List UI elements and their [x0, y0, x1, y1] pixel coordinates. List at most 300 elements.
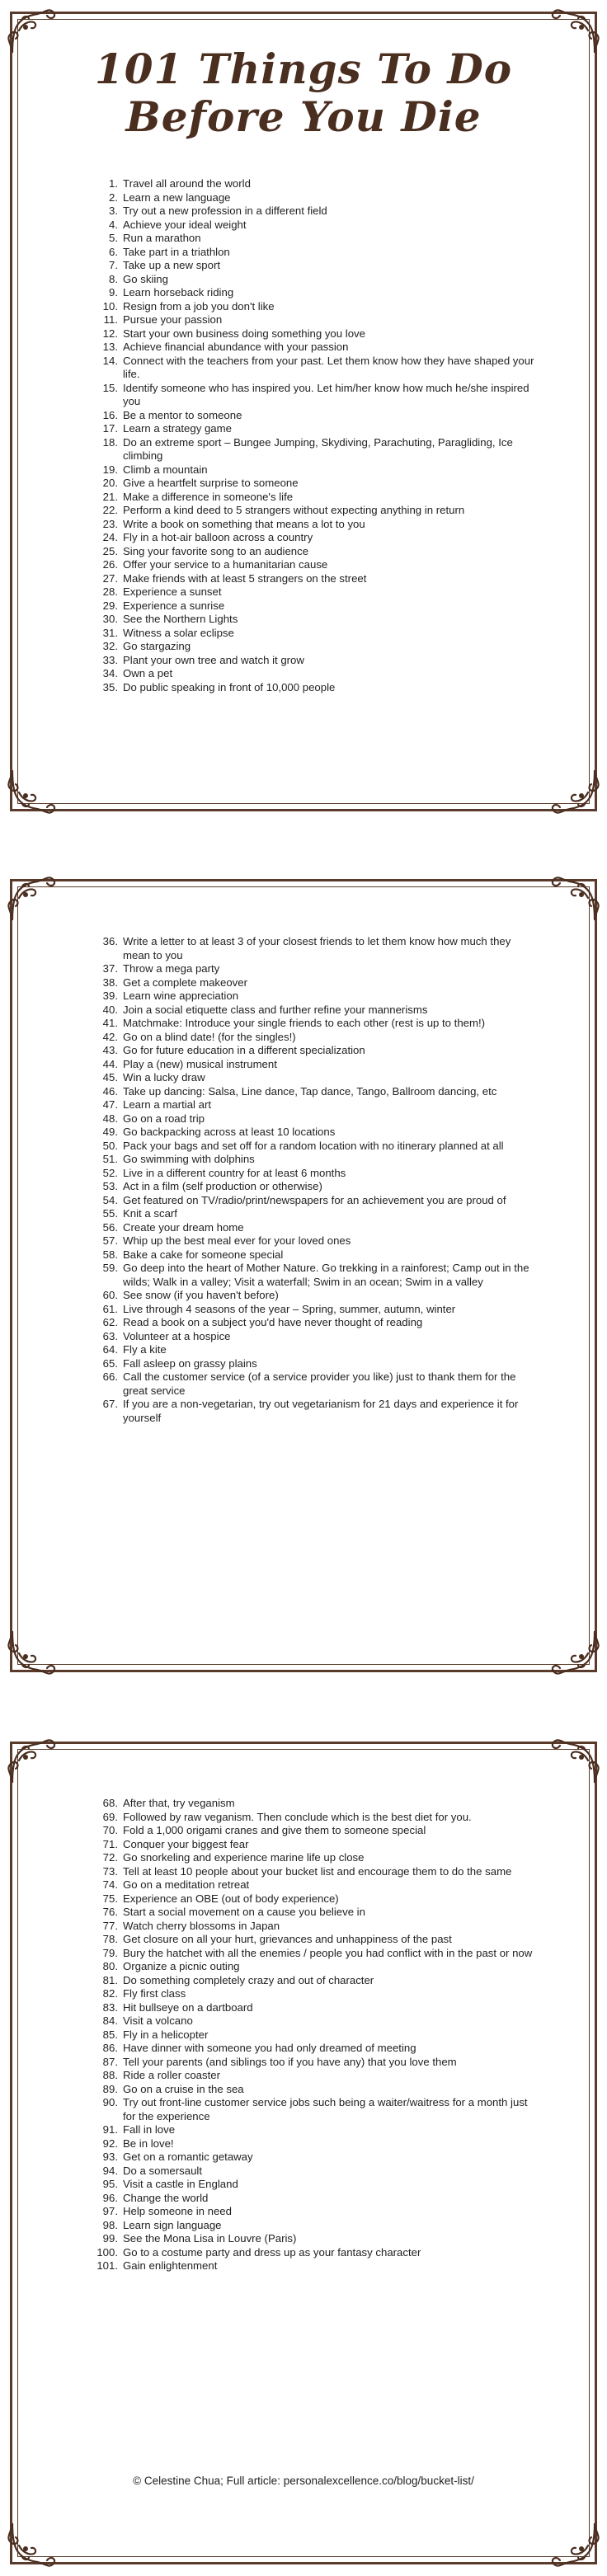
list-item	[102, 653, 539, 668]
list-item-number: 18.	[102, 435, 118, 449]
list-item-number: 29.	[102, 599, 118, 612]
list-item-number: 12.	[102, 327, 118, 340]
list-item-text: Experience a sunrise	[123, 599, 225, 612]
list-item-number: 100.	[96, 2245, 118, 2259]
list-item	[102, 2205, 539, 2219]
list-item	[102, 327, 539, 341]
list-item	[109, 190, 539, 205]
list-item-number: 43.	[102, 1044, 118, 1056]
list-item-text: Knit a scarf	[123, 1207, 177, 1220]
list-item-text: Go on a cruise in the sea	[123, 2082, 244, 2095]
list-item-number: 61.	[102, 1302, 118, 1315]
list-item	[102, 1398, 539, 1425]
list-item-text: Give a heartfelt surprise to someone	[123, 477, 299, 489]
list-item-number: 11.	[103, 313, 118, 326]
list-item	[102, 1906, 539, 1920]
bucket-list-3	[96, 1797, 539, 2273]
list-item-number: 86.	[102, 2042, 118, 2054]
list-item-text: Be in love!	[123, 2136, 174, 2150]
list-item-text: Go on a road trip	[123, 1112, 205, 1125]
list-item-number: 56.	[102, 1220, 118, 1234]
list-item	[102, 1356, 539, 1371]
list-item-number: 6.	[109, 245, 118, 258]
list-item-number: 17.	[102, 422, 118, 435]
list-item-number: 53.	[102, 1180, 118, 1192]
list-item	[102, 571, 539, 586]
list-item-text: Take up a new sport	[123, 259, 221, 271]
list-item	[102, 1126, 539, 1140]
list-item-number: 42.	[102, 1030, 118, 1043]
list-item-number: 19.	[102, 463, 118, 476]
list-item-number: 4.	[109, 218, 118, 231]
list-item-text: Go to a costume party and dress up as your fantasy character	[123, 2245, 421, 2259]
list-item-number: 70.	[102, 1824, 118, 1836]
list-item-text: Go on a meditation retreat	[123, 1878, 250, 1891]
list-item-text: Learn sign language	[123, 2218, 222, 2231]
list-item-text: Learn horseback riding	[123, 286, 234, 298]
list-item	[102, 1316, 539, 1330]
list-item-number: 88.	[102, 2069, 118, 2081]
list-item	[102, 613, 539, 627]
list-item-text: Live through 4 seasons of the year – Spring, summer, autumn, winter	[123, 1302, 456, 1315]
list-item	[102, 2136, 539, 2151]
list-item-number: 59.	[102, 1262, 118, 1274]
list-item-text: If you are a non-vegetarian, try out vegetarianism for 21 days and experience it for yourself	[123, 1398, 519, 1424]
list-item-number: 78.	[102, 1933, 118, 1945]
list-item	[102, 990, 539, 1004]
list-item-text: Go deep into the heart of Mother Nature. Go trekking in a rainforest; Camp out in the wilds; Walk in a valley; Visit a waterfall; Swim in an ocean; Swim in a valley	[123, 1262, 529, 1288]
list-item	[102, 2000, 539, 2015]
list-item-text: Matchmake: Introduce your single friends to each other (rest is up to them!)	[123, 1017, 486, 1029]
list-item-text: Go backpacking across at least 10 locations	[123, 1126, 336, 1138]
list-item-number: 25.	[102, 544, 118, 557]
list-item-text: Learn wine appreciation	[123, 990, 239, 1002]
list-item	[102, 1892, 539, 1906]
list-item	[102, 531, 539, 545]
list-item-number: 83.	[102, 2000, 118, 2014]
ornament-corner-icon	[4, 764, 57, 817]
list-item	[102, 1166, 539, 1181]
list-item-text: Tell at least 10 people about your bucket list and encourage them to do the same	[123, 1864, 512, 1878]
list-item-number: 40.	[102, 1003, 118, 1016]
list-item-number: 7.	[109, 259, 118, 271]
list-item	[102, 1824, 539, 1838]
list-item-number: 96.	[102, 2191, 118, 2204]
title-line-2: Before You Die	[125, 92, 482, 141]
list-item-text: Own a pet	[123, 667, 173, 679]
list-item-text: Do a somersault	[123, 2164, 203, 2177]
bucket-list-1	[102, 177, 539, 694]
list-item-text: Achieve your ideal weight	[123, 218, 247, 231]
list-item-number: 38.	[102, 975, 118, 989]
list-item	[102, 1329, 539, 1344]
list-item-number: 67.	[102, 1398, 118, 1410]
list-item-number: 89.	[102, 2082, 118, 2095]
list-item	[109, 177, 539, 191]
list-item-number: 82.	[102, 1987, 118, 2000]
list-item-text: Do something completely crazy and out of character	[123, 1973, 374, 1986]
list-item-text: Fall asleep on grassy plains	[123, 1356, 257, 1370]
list-item-text: Learn a new language	[123, 190, 231, 204]
list-item-text: Learn a strategy game	[123, 422, 232, 435]
list-item-text: Take up dancing: Salsa, Line dance, Tap dance, Tango, Ballroom dancing, etc	[123, 1084, 497, 1098]
list-item-number: 13.	[102, 341, 118, 353]
ornament-corner-icon	[4, 2517, 57, 2570]
list-item-number: 101.	[96, 2259, 118, 2272]
list-item	[102, 680, 539, 695]
list-item-number: 8.	[109, 272, 118, 285]
list-item	[102, 1370, 539, 1398]
list-item-text: Call the customer service (of a service provider you like) just to thank them for the great service	[123, 1370, 516, 1397]
list-item	[102, 341, 539, 355]
list-item	[102, 1057, 539, 1072]
list-item-text: Bury the hatchet with all the enemies / people you had conflict with in the past or now	[123, 1946, 533, 1959]
list-item-text: Try out front-line customer service jobs such being a waiter/waitress for a month just for the experience	[123, 2096, 528, 2122]
list-item-number: 23.	[102, 517, 118, 530]
list-item-text: Start your own business doing something you love	[123, 327, 365, 340]
list-item-number: 27.	[102, 571, 118, 585]
list-item-text: Live in a different country for at least 6 months	[123, 1166, 346, 1179]
list-item-text: Ride a roller coaster	[123, 2069, 221, 2081]
list-item-number: 35.	[102, 680, 118, 693]
list-item	[102, 2042, 539, 2056]
bucket-list-2	[102, 935, 539, 1425]
list-item-number: 71.	[102, 1837, 118, 1850]
list-item-text: Climb a mountain	[123, 463, 208, 476]
list-item-text: Make friends with at least 5 strangers on the street	[123, 571, 367, 585]
list-item-text: Visit a castle in England	[123, 2178, 238, 2190]
list-item-text: Fly in a hot-air balloon across a country	[123, 531, 313, 543]
list-item-number: 64.	[102, 1343, 118, 1356]
list-item	[102, 1933, 539, 1947]
list-item-text: Offer your service to a humanitarian cause	[123, 558, 328, 571]
list-item-text: Write a letter to at least 3 of your closest friends to let them know how much they mean to you	[123, 935, 511, 961]
list-item-number: 2.	[109, 190, 118, 204]
list-item	[102, 354, 539, 382]
list-item-text: Act in a film (self production or otherwise)	[123, 1180, 322, 1192]
list-item-number: 30.	[102, 613, 118, 625]
list-item-number: 55.	[102, 1207, 118, 1220]
list-item-number: 72.	[102, 1851, 118, 1864]
list-item-number: 5.	[109, 232, 118, 244]
list-item-text: See snow (if you haven't before)	[123, 1289, 279, 1301]
list-item	[102, 1098, 539, 1112]
list-item-number: 50.	[102, 1139, 118, 1152]
list-item-text: Go skiing	[123, 272, 168, 285]
list-item	[102, 1810, 539, 1825]
list-item-text: Play a (new) musical instrument	[123, 1057, 277, 1070]
list-item-text: Bake a cake for someone special	[123, 1248, 284, 1261]
list-item-number: 10.	[102, 299, 118, 313]
list-item-text: Win a lucky draw	[123, 1071, 205, 1084]
list-item	[102, 626, 539, 641]
list-item-number: 28.	[102, 585, 118, 598]
list-item-number: 20.	[102, 477, 118, 489]
list-item-number: 14.	[102, 354, 118, 367]
list-item	[102, 1017, 539, 1031]
list-item-text: Volunteer at a hospice	[123, 1329, 231, 1342]
list-item-number: 47.	[102, 1098, 118, 1111]
list-item	[102, 2164, 539, 2179]
list-item	[109, 245, 539, 260]
list-item-text: Fly a kite	[123, 1343, 167, 1356]
list-item-number: 74.	[102, 1878, 118, 1891]
list-item-text: Organize a picnic outing	[123, 1960, 240, 1972]
list-item-number: 58.	[102, 1248, 118, 1261]
ornament-corner-icon	[4, 873, 57, 926]
list-item-number: 94.	[102, 2164, 118, 2177]
list-item-text: Go stargazing	[123, 640, 191, 652]
list-item	[102, 1248, 539, 1262]
list-item	[102, 1153, 539, 1167]
list-item	[102, 517, 539, 532]
ornament-corner-icon	[550, 6, 603, 59]
list-item	[102, 1960, 539, 1974]
list-item	[102, 2028, 539, 2042]
list-item-number: 75.	[102, 1892, 118, 1905]
list-item-number: 46.	[102, 1084, 118, 1098]
list-item	[102, 544, 539, 559]
list-item-number: 52.	[102, 1166, 118, 1179]
list-item	[102, 1112, 539, 1126]
list-item-text: Witness a solar eclipse	[123, 626, 234, 639]
list-item	[102, 1044, 539, 1058]
list-item-text: Go swimming with dolphins	[123, 1153, 255, 1165]
footer-credit: © Celestine Chua; Full article: personalexcellence.co/blog/bucket-list/	[133, 2475, 474, 2487]
list-item-number: 60.	[102, 1289, 118, 1301]
list-item	[102, 1878, 539, 1892]
list-item	[102, 1071, 539, 1085]
list-item	[102, 2082, 539, 2097]
list-item-text: Have dinner with someone you had only dreamed of meeting	[123, 2042, 416, 2054]
list-item-text: Get on a romantic getaway	[123, 2151, 253, 2163]
list-item	[102, 1797, 539, 1811]
list-item	[102, 1919, 539, 1934]
list-item	[102, 1234, 539, 1248]
list-item	[102, 2151, 539, 2165]
list-item-text: See the Northern Lights	[123, 613, 238, 625]
list-item	[109, 259, 539, 273]
list-item-number: 65.	[102, 1356, 118, 1370]
list-item-number: 21.	[102, 490, 118, 503]
list-item-text: Throw a mega party	[123, 962, 220, 975]
list-item-text: Get featured on TV/radio/print/newspapers for an achievement you are proud of	[123, 1193, 506, 1206]
list-item-text: Start a social movement on a cause you believe in	[123, 1906, 365, 1918]
list-item-text: Experience an OBE (out of body experience)	[123, 1892, 339, 1905]
list-item	[102, 975, 539, 990]
list-item-number: 26.	[102, 558, 118, 571]
list-item-number: 37.	[102, 962, 118, 975]
list-item-number: 62.	[102, 1316, 118, 1328]
list-item-number: 63.	[102, 1329, 118, 1342]
list-item-number: 87.	[102, 2055, 118, 2068]
list-item-number: 45.	[102, 1071, 118, 1084]
list-item-number: 98.	[102, 2218, 118, 2231]
list-item-number: 84.	[102, 2014, 118, 2027]
list-item-number: 80.	[102, 1960, 118, 1972]
list-item-number: 79.	[102, 1946, 118, 1959]
ornament-corner-icon	[4, 1736, 57, 1789]
list-item-text: Learn a martial art	[123, 1098, 212, 1111]
list-item	[102, 599, 539, 613]
list-item-number: 41.	[102, 1017, 118, 1029]
list-item	[102, 422, 539, 436]
list-item-text: Fly in a helicopter	[123, 2028, 209, 2041]
list-item	[102, 962, 539, 976]
list-item-number: 51.	[102, 1153, 118, 1165]
list-item	[102, 935, 539, 962]
list-item	[109, 272, 539, 287]
list-item-number: 31.	[102, 626, 118, 639]
list-item-text: Run a marathon	[123, 232, 201, 244]
list-item	[102, 1302, 539, 1317]
list-item-text: Go snorkeling and experience marine life up close	[123, 1851, 365, 1864]
list-item-text: Gain enlightenment	[123, 2259, 218, 2272]
list-item	[102, 1207, 539, 1221]
list-item-text: Identify someone who has inspired you. Let him/her know how much he/she inspired you	[123, 381, 529, 407]
list-item	[102, 1864, 539, 1879]
list-item-text: Pack your bags and set off for a random location with no itinerary planned at all	[123, 1139, 504, 1152]
list-item	[102, 408, 539, 423]
list-item-number: 91.	[102, 2123, 118, 2136]
list-item-text: Fold a 1,000 origami cranes and give them to someone special	[123, 1824, 426, 1836]
list-item	[102, 1946, 539, 1961]
list-item	[102, 667, 539, 681]
list-item	[103, 313, 539, 327]
list-item-number: 44.	[102, 1057, 118, 1070]
list-item-number: 90.	[102, 2096, 118, 2108]
list-item-text: Plant your own tree and watch it grow	[123, 653, 304, 666]
list-item-number: 76.	[102, 1906, 118, 1918]
ornament-corner-icon	[550, 1625, 603, 1678]
list-item	[109, 218, 539, 233]
list-item	[102, 1262, 539, 1289]
list-item	[102, 2055, 539, 2070]
list-item-number: 9.	[109, 286, 118, 298]
list-item-text: Travel all around the world	[123, 177, 251, 190]
ornament-corner-icon	[4, 1625, 57, 1678]
list-item-number: 48.	[102, 1112, 118, 1125]
ornament-corner-icon	[550, 764, 603, 817]
list-item-number: 3.	[109, 204, 118, 217]
list-item	[102, 1973, 539, 1988]
list-item-text: Fall in love	[123, 2123, 176, 2136]
list-item-text: Pursue your passion	[123, 313, 223, 326]
list-item	[102, 2096, 539, 2123]
list-item	[102, 2123, 539, 2137]
list-item	[102, 2218, 539, 2233]
list-item	[109, 286, 539, 300]
list-item	[102, 2069, 539, 2083]
ornament-corner-icon	[550, 873, 603, 926]
list-item	[102, 1837, 539, 1852]
list-item	[102, 1180, 539, 1194]
list-item-text: Conquer your biggest fear	[123, 1837, 249, 1850]
title-block	[12, 45, 595, 141]
panel-2	[10, 879, 597, 1672]
list-item	[102, 2178, 539, 2192]
list-item-text: Read a book on a subject you'd have never thought of reading	[123, 1316, 423, 1328]
list-item-number: 81.	[102, 1973, 118, 1986]
ornament-corner-icon	[550, 1736, 603, 1789]
list-item-number: 34.	[102, 667, 118, 679]
list-item	[102, 1193, 539, 1208]
list-item-number: 24.	[102, 531, 118, 543]
list-item	[102, 640, 539, 654]
list-item-text: Perform a kind deed to 5 strangers without expecting anything in return	[123, 504, 465, 516]
list-item	[96, 2245, 539, 2260]
list-item-number: 85.	[102, 2028, 118, 2041]
list-item-number: 49.	[102, 1126, 118, 1138]
list-item-number: 97.	[102, 2205, 118, 2217]
list-item-text: Watch cherry blossoms in Japan	[123, 1919, 280, 1932]
list-item-text: Make a difference in someone's life	[123, 490, 294, 503]
list-item-text: Experience a sunset	[123, 585, 222, 598]
list-item-text: Write a book on something that means a lot to you	[123, 517, 365, 530]
list-item	[102, 1084, 539, 1099]
list-item-number: 66.	[102, 1370, 118, 1383]
list-item-number: 1.	[109, 177, 118, 190]
list-item	[102, 1030, 539, 1045]
list-item-number: 36.	[102, 935, 118, 947]
list-item-number: 68.	[102, 1797, 118, 1809]
list-item	[102, 1851, 539, 1865]
list-item	[109, 232, 539, 246]
list-item	[102, 1289, 539, 1303]
list-item	[102, 490, 539, 505]
list-item-number: 95.	[102, 2178, 118, 2190]
ornament-corner-icon	[4, 6, 57, 59]
list-item-text: Change the world	[123, 2191, 209, 2204]
list-item-text: Join a social etiquette class and further refine your mannerisms	[123, 1003, 428, 1016]
list-item-text: Whip up the best meal ever for your loved ones	[123, 1234, 351, 1247]
list-item-text: Get a complete makeover	[123, 975, 247, 989]
list-item-number: 99.	[102, 2232, 118, 2245]
list-item	[102, 435, 539, 463]
list-item	[102, 1139, 539, 1154]
list-item-number: 22.	[102, 504, 118, 516]
list-item-text: Tell your parents (and siblings too if you have any) that you love them	[123, 2055, 457, 2068]
list-item-text: Connect with the teachers from your past. Let them know how they have shaped your life.	[123, 354, 534, 380]
list-item-number: 32.	[102, 640, 118, 652]
list-item-number: 15.	[102, 381, 118, 394]
list-item-text: Try out a new profession in a different field	[123, 204, 327, 217]
list-item-number: 39.	[102, 990, 118, 1002]
list-item-text: Sing your favorite song to an audience	[123, 544, 309, 557]
list-item-number: 16.	[102, 408, 118, 421]
list-item	[102, 463, 539, 477]
list-item-text: Go for future education in a different specialization	[123, 1044, 365, 1056]
list-item-number: 54.	[102, 1193, 118, 1206]
list-item-text: After that, try veganism	[123, 1797, 235, 1809]
list-item-number: 33.	[102, 653, 118, 666]
list-item	[102, 477, 539, 491]
list-item-text: Hit bullseye on a dartboard	[123, 2000, 253, 2014]
list-item-text: Be a mentor to someone	[123, 408, 242, 421]
list-item-text: Achieve financial abundance with your passion	[123, 341, 349, 353]
list-item	[102, 2232, 539, 2246]
ornament-corner-icon	[550, 2517, 603, 2570]
list-item	[109, 204, 539, 219]
list-item	[102, 299, 539, 314]
list-item	[102, 1003, 539, 1018]
list-item-number: 92.	[102, 2136, 118, 2150]
list-item-number: 73.	[102, 1864, 118, 1878]
list-item	[102, 558, 539, 572]
list-item-text: Go on a blind date! (for the singles!)	[123, 1030, 296, 1043]
list-item	[102, 1220, 539, 1235]
list-item-text: Take part in a triathlon	[123, 245, 230, 258]
